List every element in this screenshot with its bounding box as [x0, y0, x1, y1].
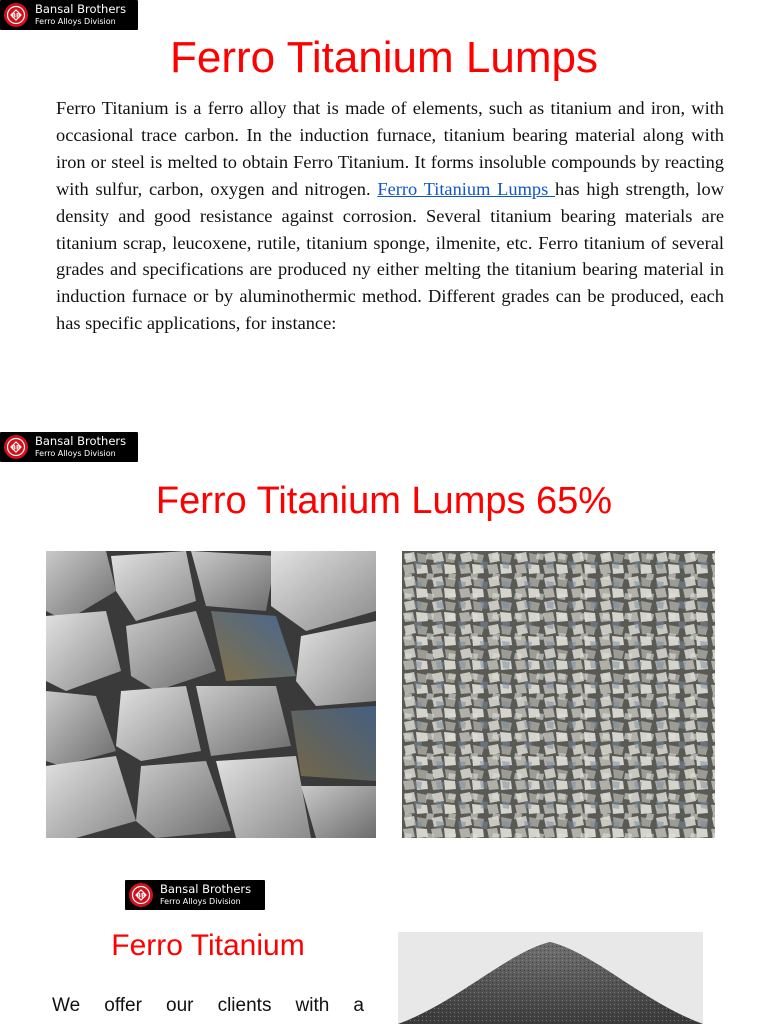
- brand-name: Bansal Brothers: [35, 2, 127, 17]
- brand-division: Ferro Alloys Division: [160, 896, 241, 906]
- brand-name: Bansal Brothers: [35, 434, 127, 449]
- ferro-titanium-lumps-link[interactable]: Ferro Titanium Lumps: [377, 178, 556, 199]
- brand-logo: [0, 0, 138, 30]
- brand-logo: [0, 432, 138, 462]
- brand-division: Ferro Alloys Division: [35, 448, 116, 458]
- intro-paragraph: [56, 95, 724, 337]
- intro-text-start: Ferro Titanium is a ferro alloy that is made of elements, such as titanium and iron, with occasional trace carbon. In the induction furnace, titanium bearing material along with iron or steel is melted to obtain Ferro Titanium. It forms insoluble compounds by reacting with sulfur, carbon, oxygen and nitrogen.: [56, 98, 724, 199]
- brand-division: Ferro Alloys Division: [35, 16, 116, 26]
- intro-text-end: has high strength, low density and good resistance against corrosion. Several titanium bearing materials are titanium scrap, leucoxene, rutile, titanium sponge, ilmenite, etc. Ferro titanium of several grades and specifications are produced ny either melting the titanium bearing material in induction furnace or by aluminothermic method. Different grades can be produced, each has specific applications, for instance:: [56, 178, 725, 334]
- page-title: Ferro Titanium Lumps: [170, 33, 598, 82]
- section-title-ferro-titanium: Ferro Titanium: [111, 929, 305, 962]
- lumps-photo-small: [402, 551, 715, 838]
- brand-name: Bansal Brothers: [160, 882, 252, 897]
- brand-logo: [125, 880, 265, 910]
- lumps-photo-large: [46, 551, 376, 838]
- brand-emblem-icon: [3, 2, 29, 28]
- section-title-65: Ferro Titanium Lumps 65%: [155, 480, 613, 522]
- brand-emblem-icon: [3, 434, 29, 460]
- brand-emblem-icon: [128, 882, 154, 908]
- offer-paragraph: We offer our clients with a: [52, 995, 364, 1016]
- powder-photo: [398, 932, 703, 1024]
